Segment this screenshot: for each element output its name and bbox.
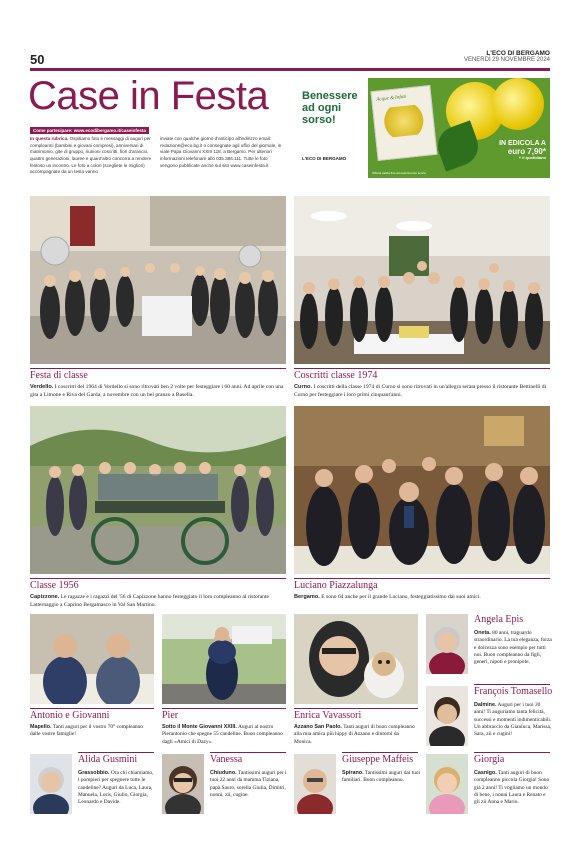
- photo-classe-1956: [30, 406, 286, 574]
- intro-column-2: inviate con qualche giorno d'anticipo all'indirizzo email: redazione@eco.bg.it o consegnate agli uffici del giornale, in viale Papa Giovanni XXIII 118, a Bergamo. Per ulteriori informazioni telefonare allo 035.386.111. Tutte le foto vengono pubblicate anche sul sito www.caseinfesta.it: [160, 136, 282, 168]
- caption-rule: [474, 684, 550, 685]
- caption-rule: [162, 708, 286, 709]
- caption-alida: Grassobbio. Ora chi chiamiamo, i pompieri per spegnere tutte le candeline? Auguri da Luca, Laura, Manuela, Loris, Giulio, Giorgia, Leonardo e Davide.: [78, 770, 154, 806]
- section-title: Case in Festa: [28, 74, 269, 118]
- header-rule: [30, 68, 550, 71]
- photo-enrica-vavassori: [294, 614, 418, 704]
- caption-classe-1956: Capizzone. Le ragazze e i ragazzi del '56 di Capizzone hanno festeggiato il loro compleanno al ristorante Latternaggio a Caprino Bergamasco in Val San Martino.: [30, 594, 269, 608]
- ad-offer: IN EDICOLA A euro 7,90* + il quotidiano: [499, 140, 546, 161]
- publication-name: L'ECO DI BERGAMO: [486, 50, 550, 57]
- caption-title-classe-1956: Classe 1956: [30, 580, 79, 591]
- caption-title-angela: Angela Epis: [474, 614, 524, 625]
- caption-giorgia: Casnigo. Tanti auguri di buon compleanno piccola Giorgia! Sono già 2 anni! Ti vogliamo un mondo di bene, i nonni Laura e Renato e gli zii Anna e Mario.: [474, 770, 550, 806]
- ad-fine-print: Offerta valida fino ad esaurimento scorte: [372, 171, 426, 175]
- caption-title-coscritti-1974: Coscritti classe 1974: [294, 370, 378, 381]
- caption-title-pier: Pier: [162, 710, 179, 721]
- caption-enrica: Azzano San Paolo. Tanti auguri di buon compleanno alla mia amica più hippy di Azzano e dintorni da Monica.: [294, 724, 415, 745]
- caption-rule: [30, 708, 154, 709]
- page-number: 50: [30, 52, 45, 67]
- caption-giuseppe: Spirano. Tantissimi auguri dai tuoi familiari. Buon compleanno.: [342, 770, 421, 784]
- masthead: [464, 50, 550, 63]
- caption-title-antonio: Antonio e Giovanni: [30, 710, 110, 721]
- caption-rule: [294, 708, 418, 709]
- intro-column-1: [30, 136, 152, 176]
- caption-vanessa: Chiuduno. Tantissimi auguri per i tuoi 22 anni da mamma Tiziana, papà Sauro, sorella Giulia, Dimitri, nonni, zii, cugine.: [210, 770, 287, 798]
- caption-rule: [294, 368, 550, 369]
- intro-text-1: Ospitiamo foto e messaggi di auguri per compleanni (bambini e giovani compresi), anniversari di matrimonio, gite di gruppo, riunioni coscritti, fiori d'arancio, quattro generazioni, lauree e quant'altro concorra a rendere festoso un incontro. Le foto a colori (scegliete le migliori) accompagnate da un testo vanno: [30, 136, 152, 175]
- caption-title-festa-classe: Festa di classe: [30, 370, 88, 381]
- caption-title-giuseppe: Giuseppe Maffeis: [342, 754, 414, 765]
- caption-rule: [474, 752, 550, 753]
- caption-festa-classe: Verdello. I coscritti del 1964 di Verdello si sono ritrovati ben 2 volte per festeggiare i 60 anni. Ad aprile con una gita a Limone e Riva del Garda, a novembre con un bel pranzo a Basella.: [30, 384, 284, 398]
- issue-date: VENERDÌ 29 NOVEMBRE 2024: [463, 57, 550, 63]
- caption-title-vanessa: Vanessa: [210, 754, 243, 765]
- caption-rule: [30, 578, 286, 579]
- caption-rule: [294, 578, 550, 579]
- caption-rule: [342, 752, 418, 753]
- ad-text-panel: [296, 78, 368, 178]
- photo-antonio-giovanni: [30, 614, 154, 704]
- caption-francois: Dalmine. Auguri per i tuoi 20 anni! Ti auguriamo tanta felicità, successi e momenti indimenticabili. Un abbraccio da Gianluca, Marissa, Sara, zii e cugini!: [474, 702, 552, 738]
- caption-title-alida: Alida Gusmini: [78, 754, 138, 765]
- ad-headline: Benessere ad ogni sorso!: [302, 90, 358, 127]
- caption-title-luciano: Luciano Piazzalunga: [294, 580, 378, 591]
- caption-rule: [78, 752, 154, 753]
- photo-luciano-piazzalunga: [294, 406, 550, 574]
- caption-title-enrica: Enrica Vavassori: [294, 710, 362, 721]
- caption-rule: [210, 752, 286, 753]
- ad-book-image: Acque & Infusi: [371, 85, 438, 161]
- caption-rule: [30, 368, 286, 369]
- intro-lead: In questa rubrica.: [30, 136, 69, 141]
- advertisement[interactable]: [296, 78, 550, 178]
- ad-brand-logo: L'ECO DI BERGAMO: [302, 156, 347, 161]
- ad-lemon-image-2: [492, 78, 544, 130]
- photo-giorgia: [426, 754, 468, 814]
- caption-antonio: Mapello. Tanti auguri per il vostro 70° compleanno dalle vostre famiglie!: [30, 724, 143, 738]
- caption-pier: Sotto il Monte Giovanni XXIII. Auguri al nostro Pierantonio che spegne 55 candeline. Buon compleanno dagli «Amici di Dazy».: [162, 724, 283, 745]
- photo-alida-gusmini: [30, 754, 72, 814]
- caption-coscritti-1974: Curno. I coscritti della classe 1974 di Curno si sono ritrovati in un'allegra serata presso il ristorante Bettinelli di Curno per festeggiare i loro primi cinquant'anni.: [294, 384, 547, 398]
- photo-francois-tomasello: [426, 686, 468, 746]
- participation-link[interactable]: Come partecipare: www.ecodibergamo.it/caseinfesta: [30, 127, 149, 134]
- photo-vanessa: [162, 754, 204, 814]
- photo-coscritti-1974: [294, 196, 550, 364]
- caption-luciano: Bergamo. E sono 64 anche per il grande Luciano, festeggiatissimo dai suoi amici.: [294, 594, 481, 600]
- caption-title-francois: François Tomasello: [474, 686, 553, 697]
- caption-title-giorgia: Giorgia: [474, 754, 505, 765]
- caption-angela: Oneta. 80 anni, traguardo straordinario. La tua eleganza, forza e dolcezza sono esempio per tutti noi. Buon compleanno da figli, generi, nipoti e pronipote.: [474, 630, 552, 666]
- photo-festa-classe: [30, 196, 286, 364]
- photo-pier: [162, 614, 286, 704]
- photo-giuseppe-maffeis: [294, 754, 336, 814]
- photo-angela-epis: [426, 614, 468, 674]
